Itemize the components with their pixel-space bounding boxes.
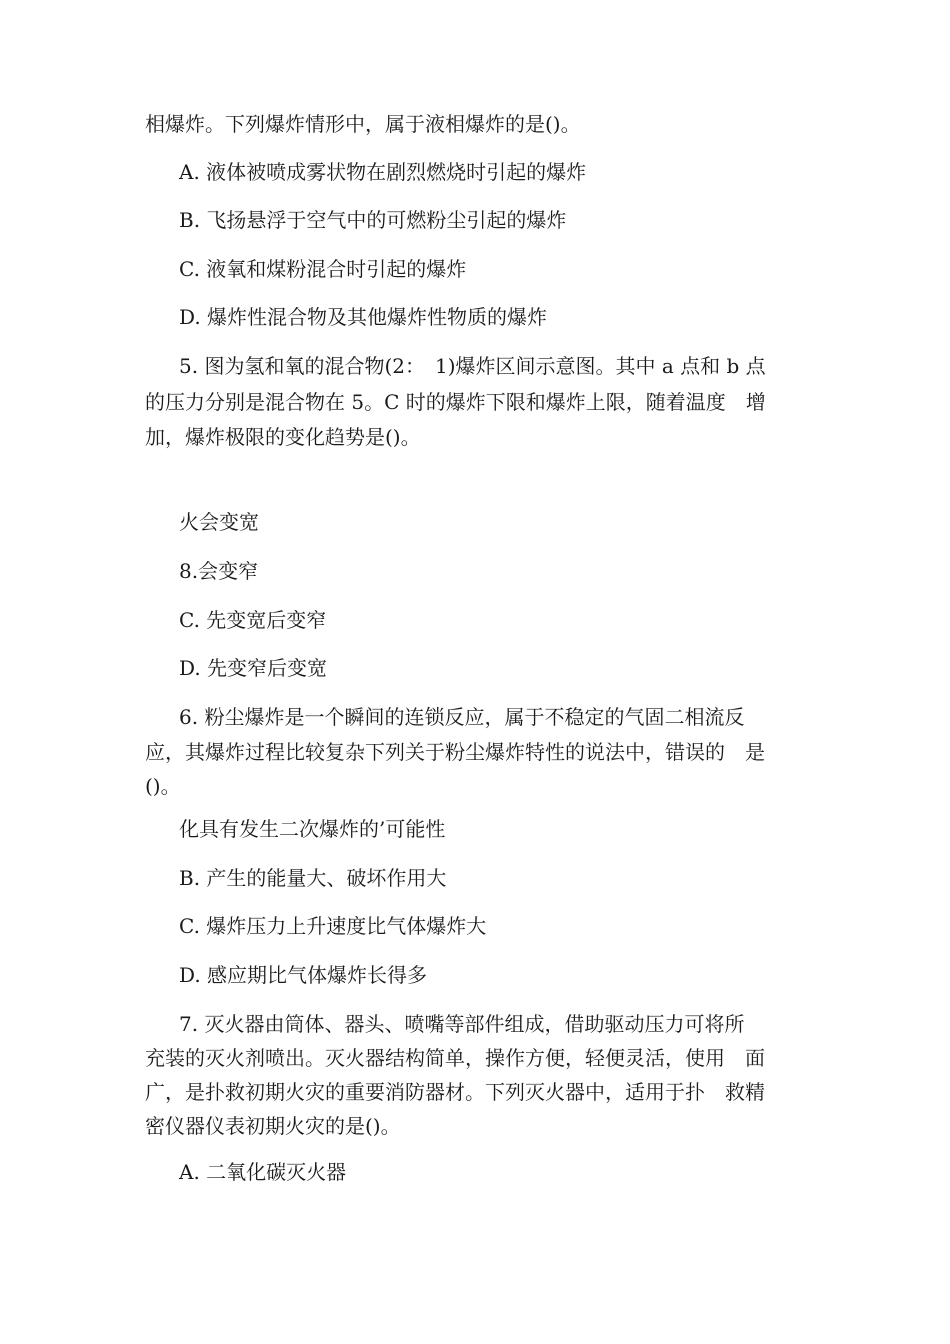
q6-option-d: D. 感应期比气体爆炸长得多 <box>179 963 428 987</box>
q7-stem-line-4: 密仪器仪表初期火灾的是()。 <box>145 1114 401 1138</box>
q6-option-b: B. 产生的能量大、破坏作用大 <box>179 866 447 890</box>
q4-option-b: B. 飞扬悬浮于空气中的可燃粉尘引起的爆炸 <box>179 208 567 232</box>
q5-option-b: 8.会变窄 <box>179 559 259 583</box>
q5-option-d: D. 先变窄后变宽 <box>179 656 328 680</box>
q4-option-a: A. 液体被喷成雾状物在剧烈燃烧时引起的爆炸 <box>179 160 587 184</box>
q7-stem-line-1: 7. 灭火器由筒体、器头、喷嘴等部件组成，借助驱动压力可将所 <box>179 1012 745 1036</box>
q6-stem-line-1: 6. 粉尘爆炸是一个瞬间的连锁反应，属于不稳定的气固二相流反 <box>179 705 745 729</box>
q4-option-c: C. 液氧和煤粉混合时引起的爆炸 <box>179 257 467 281</box>
q5-stem-line-3: 加，爆炸极限的变化趋势是()。 <box>145 425 421 449</box>
q4-stem-tail: 相爆炸。下列爆炸情形中，属于液相爆炸的是()。 <box>145 112 581 136</box>
q6-stem-line-3: ()。 <box>145 774 181 798</box>
q6-option-c: C. 爆炸压力上升速度比气体爆炸大 <box>179 914 487 938</box>
q6-stem-line-2: 应，其爆炸过程比较复杂下列关于粉尘爆炸特性的说法中，错误的 是 <box>145 740 765 764</box>
q5-option-c: C. 先变宽后变窄 <box>179 608 327 632</box>
q5-option-a: 火会变宽 <box>179 510 259 534</box>
q7-stem-line-3: 广，是扑救初期火灾的重要消防器材。下列灭火器中，适用于扑 救精 <box>145 1080 765 1104</box>
q4-option-d: D. 爆炸性混合物及其他爆炸性物质的爆炸 <box>179 305 548 329</box>
q5-stem-line-2: 的压力分别是混合物在 5。C 时的爆炸下限和爆炸上限，随着温度 增 <box>145 390 766 414</box>
q6-option-a: 化具有发生二次爆炸的’可能性 <box>179 817 446 841</box>
q7-stem-line-2: 充装的灭火剂喷出。灭火器结构简单，操作方便，轻便灵活，使用 面 <box>145 1046 765 1070</box>
q5-stem-line-1: 5. 图为氢和氧的混合物(2： 1)爆炸区间示意图。其中 a 点和 b 点 <box>179 354 766 378</box>
q7-option-a: A. 二氧化碳灭火器 <box>179 1160 347 1184</box>
